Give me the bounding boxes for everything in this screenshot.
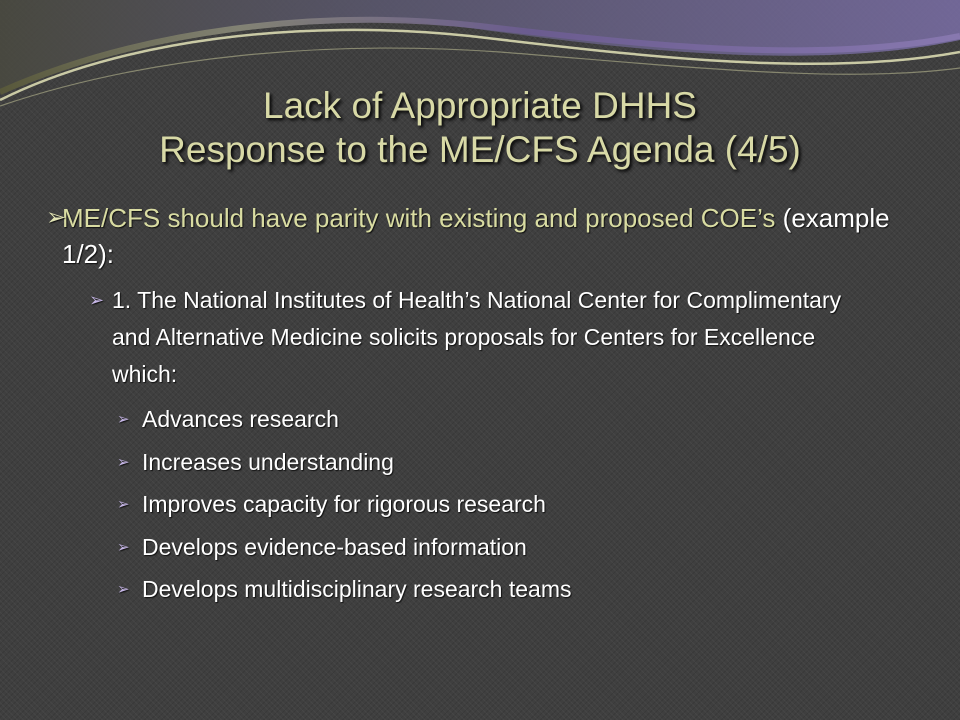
chevron-bullet-icon: ➢ (117, 496, 130, 513)
slide-title (40, 84, 920, 172)
sub-bullet-item (117, 526, 926, 569)
bullet-level1-highlight: ME/CFS should have parity with existing and proposed COE’s (62, 203, 776, 233)
title-line-2: Response to the ME/CFS Agenda (4/5) (159, 129, 801, 170)
chevron-bullet-icon: ➢ (117, 581, 130, 598)
bullet-level1 (46, 200, 926, 272)
title-line-1: Lack of Appropriate DHHS (263, 85, 697, 126)
bullet-level2-text: 1. The National Institutes of Health’s National Center for Complimentary and Alternative Medicine solicits proposals for Centers for Excellence which: (112, 287, 842, 387)
chevron-bullet-icon: ➢ (117, 538, 130, 556)
sub-bullet-list (117, 398, 926, 611)
arrow-bullet-icon: ➢ (46, 204, 67, 231)
sub-bullet-text: Develops evidence-based information (142, 533, 527, 560)
sub-bullet-text: Improves capacity for rigorous research (142, 491, 546, 517)
sub-bullet-item (117, 568, 926, 611)
chevron-bullet-icon: ➢ (117, 411, 130, 428)
bullet-level2 (89, 282, 882, 393)
sub-bullet-text: Increases understanding (142, 448, 394, 475)
slide-content (46, 200, 926, 611)
sub-bullet-text: Advances research (142, 406, 339, 432)
sub-bullet-item (117, 483, 926, 526)
chevron-bullet-icon: ➢ (89, 290, 105, 310)
sub-bullet-item (117, 441, 926, 484)
bullet-level1-rest: (example 1/2): (62, 203, 890, 269)
sub-bullet-text: Develops multidisciplinary research teams (142, 576, 572, 602)
sub-bullet-item (117, 398, 926, 441)
chevron-bullet-icon: ➢ (117, 453, 130, 471)
